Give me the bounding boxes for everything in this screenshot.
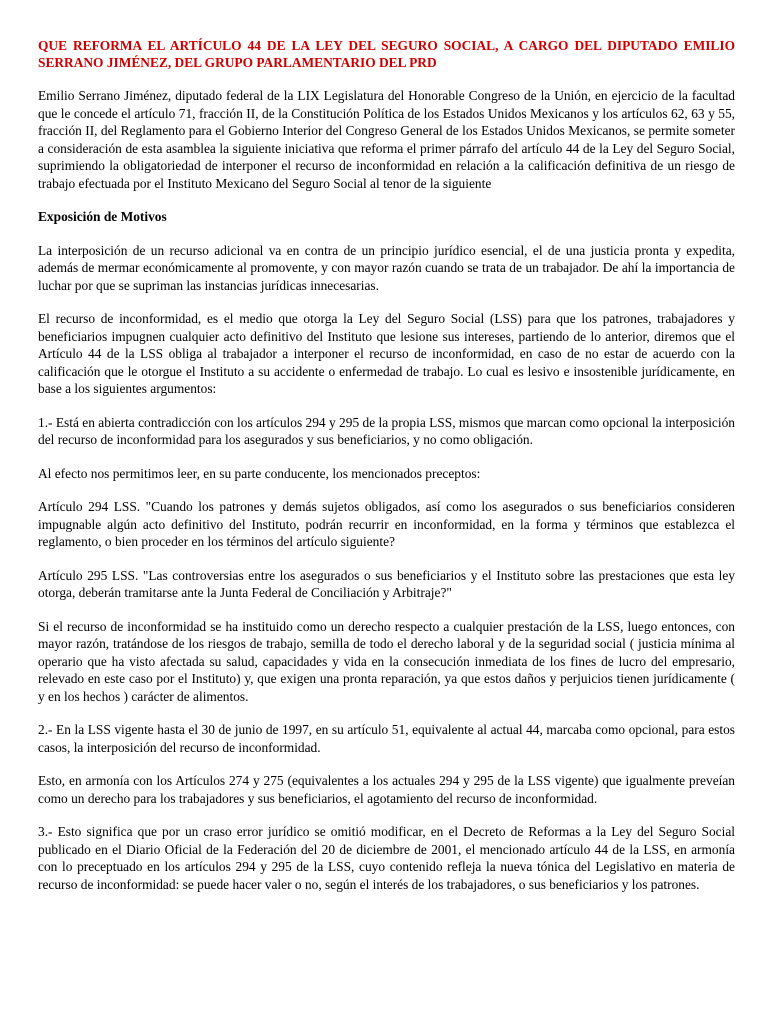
intro-paragraph: Emilio Serrano Jiménez, diputado federal de la LIX Legislatura del Honorable Congreso de la Unión, en ejercicio de la facultad que le concede el artículo 71, fracción II, de la Constitución Política de los Estados Unidos Mexicanos y los artículos 62, 63 y 55, fracción II, del Reglamento para el Gobierno Interior del Congreso General de los Estados Unidos Mexicanos, se permite someter a consideración de esta asamblea la siguiente iniciativa que reforma el primer párrafo del artículo 44 de la Ley del Seguro Social, suprimiendo la obligatoriedad de interponer el recurso de inconformidad en relación a la calificación definitiva de un riesgo de trabajo efectuada por el Instituto Mexicano del Seguro Social al tenor de la siguiente <box>38 88 735 191</box>
body-paragraph: Artículo 295 LSS. "Las controversias entre los asegurados o sus beneficiarios y el Instituto sobre las prestaciones que esta ley otorga, deberán tramitarse ante la Junta Federal de Conciliación y Arbitraje?" <box>38 567 735 600</box>
body-paragraph: Si el recurso de inconformidad se ha instituido como un derecho respecto a cualquier prestación de la LSS, luego entonces, con mayor razón, tratándose de los riesgos de trabajo, semilla de todo el derecho laboral y de la seguridad social ( justicia mínima al operario que ha visto afectada su salud, capacidades y vida en la consecución inmediata de los fines de lucro del empresario, relevado en este caso por el Instituto) y, que exigen una pronta reparación, ya que estos daños y perjuicios tienen jurídicamente ( y en los hechos ) carácter de alimentos. <box>38 618 735 704</box>
body-paragraph: 3.- Esto significa que por un craso error jurídico se omitió modificar, en el Decreto de Reformas a la Ley del Seguro Social publicado en el Diario Oficial de la Federación del 20 de diciembre de 2001, el mencionado artículo 44 de la LSS, en armonía con lo preceptuado en los artículos 294 y 295 de la LSS, cuyo contenido refleja la nueva tónica del Legislativo en materia de recurso de inconformidad: se puede hacer valer o no, según el interés de los trabajadores, o sus beneficiarios y los patrones. <box>38 824 735 892</box>
body-paragraph: 2.- En la LSS vigente hasta el 30 de junio de 1997, en su artículo 51, equivalente al actual 44, marcaba como opcional, para estos casos, la interposición del recurso de inconformidad. <box>38 722 735 755</box>
body-paragraph: Artículo 294 LSS. "Cuando los patrones y demás sujetos obligados, así como los asegurados o sus beneficiarios consideren impugnable algún acto definitivo del Instituto, podrán recurrir en inconformidad, en la forma y términos que establezca el reglamento, o bien proceder en los términos del artículo siguiente? <box>38 499 735 549</box>
body-paragraph: La interposición de un recurso adicional va en contra de un principio jurídico esencial, el de una justicia pronta y expedita, además de mermar económicamente al promovente, y con mayor razón cuando se trata de un trabajador. De ahí la importancia de luchar por que se supriman las instancias jurídicas innecesarias. <box>38 242 735 293</box>
body-paragraph: Al efecto nos permitimos leer, en su parte conducente, los mencionados preceptos: <box>38 465 481 481</box>
document-title: QUE REFORMA EL ARTÍCULO 44 DE LA LEY DEL SEGURO SOCIAL, A CARGO DEL DIPUTADO EMILIO SERRANO JIMÉNEZ, DEL GRUPO PARLAMENTARIO DEL PRD <box>38 38 735 70</box>
document-page <box>38 37 735 909</box>
section-heading: Exposición de Motivos <box>38 209 167 224</box>
body-paragraph: El recurso de inconformidad, es el medio que otorga la Ley del Seguro Social (LSS) para que los patrones, trabajadores y beneficiarios impugnen cualquier acto definitivo del Instituto que lesione sus intereses, partiendo de lo anterior, diremos que el Artículo 44 de la LSS obliga al trabajador a interponer el recurso de inconformidad, en caso de no estar de acuerdo con la calificación que le otorgue el Instituto a su accidente o enfermedad de trabajo. Lo cual es lesivo e insostenible jurídicamente, en base a los siguientes argumentos: <box>38 311 735 396</box>
body-paragraph: Esto, en armonía con los Artículos 274 y 275 (equivalentes a los actuales 294 y 295 de la LSS vigente) que igualmente preveían como un derecho para los trabajadores y sus beneficiarios, el agotamiento del recurso de inconformidad. <box>38 773 735 806</box>
body-paragraph: 1.- Está en abierta contradicción con los artículos 294 y 295 de la propia LSS, mismos que marcan como opcional la interposición del recurso de inconformidad para los asegurados y sus beneficiarios, y no como obligación. <box>38 414 735 447</box>
